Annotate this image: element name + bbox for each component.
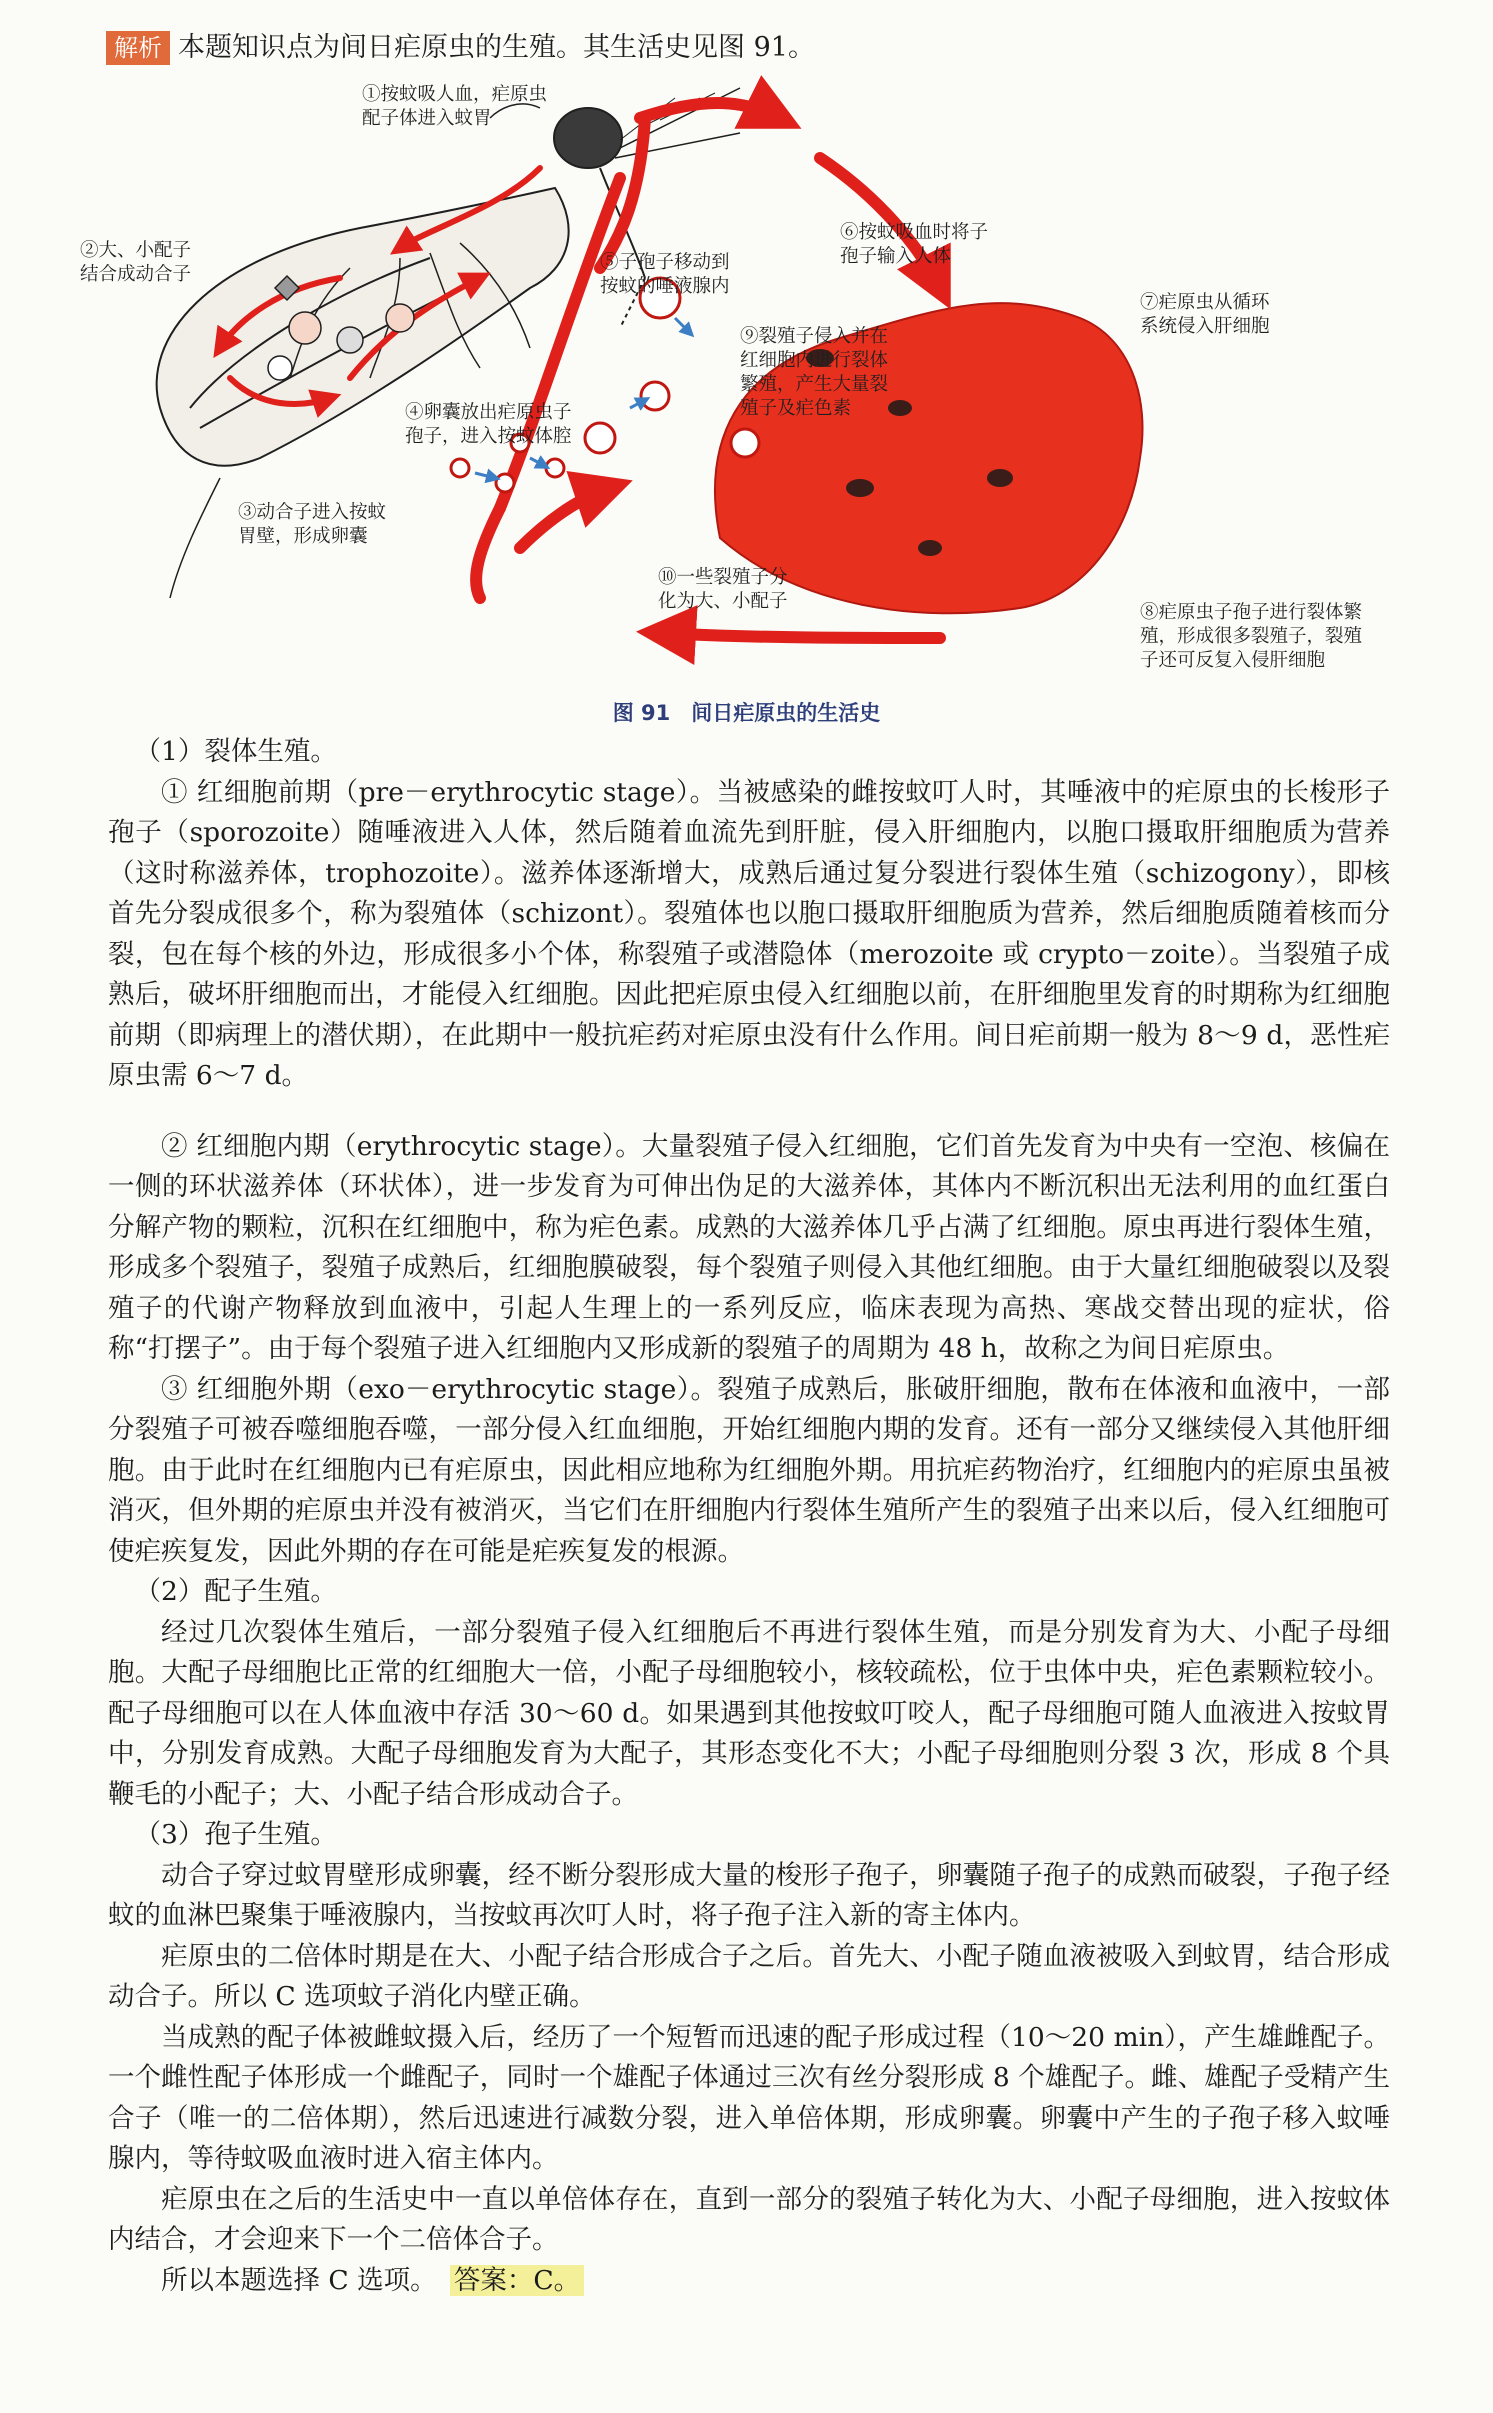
paragraph-gametogony: 经过几次裂体生殖后，一部分裂殖子侵入红细胞后不再进行裂体生殖，而是分别发育为大、小配子母细胞。大配子母细胞比正常的红细胞大一倍，小配子母细胞较小，核较疏松，位于虫体中央，疟色素颗粒较小。配子母细胞可以在人体血液中存活 30～60 d。如果遇到其他按蚊叮咬人，配子母细胞可随人血液进入按蚊胃中，分别发育成熟。大配子母细胞发育为大配子，其形态变化不大；小配子母细胞则分裂 3 次，形成 8 个具鞭毛的小配子；大、小配子结合形成动合子。 <box>108 1616 1390 1810</box>
label-6b: 孢子输入人体 <box>840 246 952 267</box>
analysis-tag: 解析 <box>106 31 170 65</box>
label-9b: 红细胞内进行裂体 <box>740 350 889 371</box>
section-2-heading: （2）配子生殖。 <box>134 1576 337 1607</box>
label-8a: ⑧疟原虫子孢子进行裂体繁 <box>1140 602 1363 623</box>
label-8b: 殖，形成很多裂殖子，裂殖 <box>1140 626 1363 647</box>
label-3b: 胃壁，形成卵囊 <box>238 526 368 547</box>
label-9d: 殖子及疟色素 <box>740 398 852 419</box>
label-1b: 配子体进入蚊胃 <box>362 108 492 129</box>
paragraph-erythrocytic: ② 红细胞内期（erythrocytic stage）。大量裂殖子侵入红细胞，它们首先发育为中央有一空泡、核偏在一侧的环状滋养体（环状体），进一步发育为可伸出伪足的大滋养体，其体内不断沉积出无法利用的血红蛋白分解产物的颗粒，沉积在红细胞中，称为疟色素。成熟的大滋养体几乎占满了红细胞。原虫再进行裂体生殖，形成多个裂殖子，裂殖子成熟后，红细胞膜破裂，每个裂殖子则侵入其他红细胞。由于大量红细胞破裂以及裂殖子的代谢产物释放到血液中，引起人生理上的一系列反应，临床表现为高热、寒战交替出现的症状，俗称“打摆子”。由于每个裂殖子进入红细胞内又形成新的裂殖子的周期为 48 h，故称之为间日疟原虫。 <box>108 1130 1390 1364</box>
figure-caption: 图 91 间日疟原虫的生活史 <box>612 701 881 725</box>
label-7a: ⑦疟原虫从循环 <box>1140 292 1270 313</box>
label-2b: 结合成动合子 <box>80 264 192 285</box>
label-10b: 化为大、小配子 <box>658 591 788 612</box>
conclusion-line <box>108 2261 1390 2302</box>
paragraph-exo-erythrocytic: ③ 红细胞外期（exo－erythrocytic stage）。裂殖子成熟后，胀破肝细胞，散布在体液和血液中，一部分裂殖子可被吞噬细胞吞噬，一部分侵入红血细胞，开始红细胞内期的发育。还有一部分又继续侵入其他肝细胞。由于此时在红细胞内已有疟原虫，因此相应地称为红细胞外期。用抗疟药物治疗，红细胞内的疟原虫虽被消灭，但外期的疟原虫并没有被消灭，当它们在肝细胞内行裂体生殖所产生的裂殖子出来以后，侵入红细胞可使疟疾复发，因此外期的存在可能是疟疾复发的根源。 <box>108 1373 1390 1567</box>
paragraph-sporogony: 动合子穿过蚊胃壁形成卵囊，经不断分裂形成大量的梭形子孢子，卵囊随子孢子的成熟而破裂，子孢子经蚊的血淋巴聚集于唾液腺内，当按蚊再次叮人时，将子孢子注入新的寄主体内。 <box>108 1859 1390 1931</box>
paragraph-gamete-formation: 当成熟的配子体被雌蚊摄入后，经历了一个短暂而迅速的配子形成过程（10～20 min），产生雄雌配子。一个雌性配子体形成一个雌配子，同时一个雄配子体通过三次有丝分裂形成 8 个雄配子。雌、雄配子受精产生合子（唯一的二倍体期），然后迅速进行减数分裂，进入单倍体期，形成卵囊。卵囊中产生的子孢子移入蚊唾腺内，等待蚊吸血液时进入宿主体内。 <box>108 2021 1390 2174</box>
intro-line <box>106 28 815 68</box>
label-10a: ⑩一些裂殖子分 <box>658 567 788 588</box>
label-8c: 子还可反复入侵肝细胞 <box>1140 650 1326 671</box>
label-4a: ④卵囊放出疟原虫子 <box>405 402 572 423</box>
body-text <box>108 732 1390 2301</box>
section-1-heading: （1）裂体生殖。 <box>134 736 337 767</box>
label-2a: ②大、小配子 <box>80 240 192 261</box>
label-9a: ⑨裂殖子侵入并在 <box>740 326 889 347</box>
paragraph-pre-erythrocytic: ① 红细胞前期（pre－erythrocytic stage）。当被感染的雌按蚊叮人时，其唾液中的疟原虫的长梭形子孢子（sporozoite）随唾液进入人体，然后随着血流先到肝脏，侵入肝细胞内，以胞口摄取肝细胞质为营养（这时称滋养体，trophozoite）。滋养体逐渐增大，成熟后通过复分裂进行裂体生殖（schizogony），即核首先分裂成很多个，称为裂殖体（schizont）。裂殖体也以胞口摄取肝细胞质为营养，然后细胞质随着核而分裂，包在每个核的外边，形成很多小个体，称裂殖子或潜隐体（merozoite 或 crypto－zoite）。当裂殖子成熟后，破坏肝细胞而出，才能侵入红细胞。因此把疟原虫侵入红细胞以前，在肝细胞里发育的时期称为红细胞前期（即病理上的潜伏期），在此期中一般抗疟药对疟原虫没有什么作用。间日疟前期一般为 8～9 d，恶性疟原虫需 6～7 d。 <box>108 776 1390 1091</box>
label-5b: 按蚊的唾液腺内 <box>600 276 730 297</box>
answer-highlight: 答案：C。 <box>450 2265 584 2296</box>
label-1a: ①按蚊吸人血，疟原虫 <box>362 84 548 105</box>
label-7b: 系统侵入肝细胞 <box>1140 316 1270 337</box>
intro-text: 本题知识点为间日疟原虫的生殖。其生活史见图 91。 <box>178 32 815 63</box>
label-3a: ③动合子进入按蚊 <box>238 502 387 523</box>
conclusion-text: 所以本题选择 C 选项。 <box>161 2264 424 2296</box>
section-3-heading: （3）孢子生殖。 <box>134 1819 337 1850</box>
lifecycle-figure <box>80 78 1420 688</box>
label-4b: 孢子，进入按蚊体腔 <box>405 426 572 447</box>
label-6a: ⑥按蚊吸血时将子 <box>840 222 989 243</box>
label-9c: 繁殖，产生大量裂 <box>740 374 889 395</box>
paragraph-haploid: 疟原虫在之后的生活史中一直以单倍体存在，直到一部分的裂殖子转化为大、小配子母细胞，进入按蚊体内结合，才会迎来下一个二倍体合子。 <box>108 2183 1390 2255</box>
label-5a: ⑤子孢子移动到 <box>600 252 730 273</box>
paragraph-diploid: 疟原虫的二倍体时期是在大、小配子结合形成合子之后。首先大、小配子随血液被吸入到蚊胃，结合形成动合子。所以 C 选项蚊子消化内壁正确。 <box>108 1940 1390 2012</box>
